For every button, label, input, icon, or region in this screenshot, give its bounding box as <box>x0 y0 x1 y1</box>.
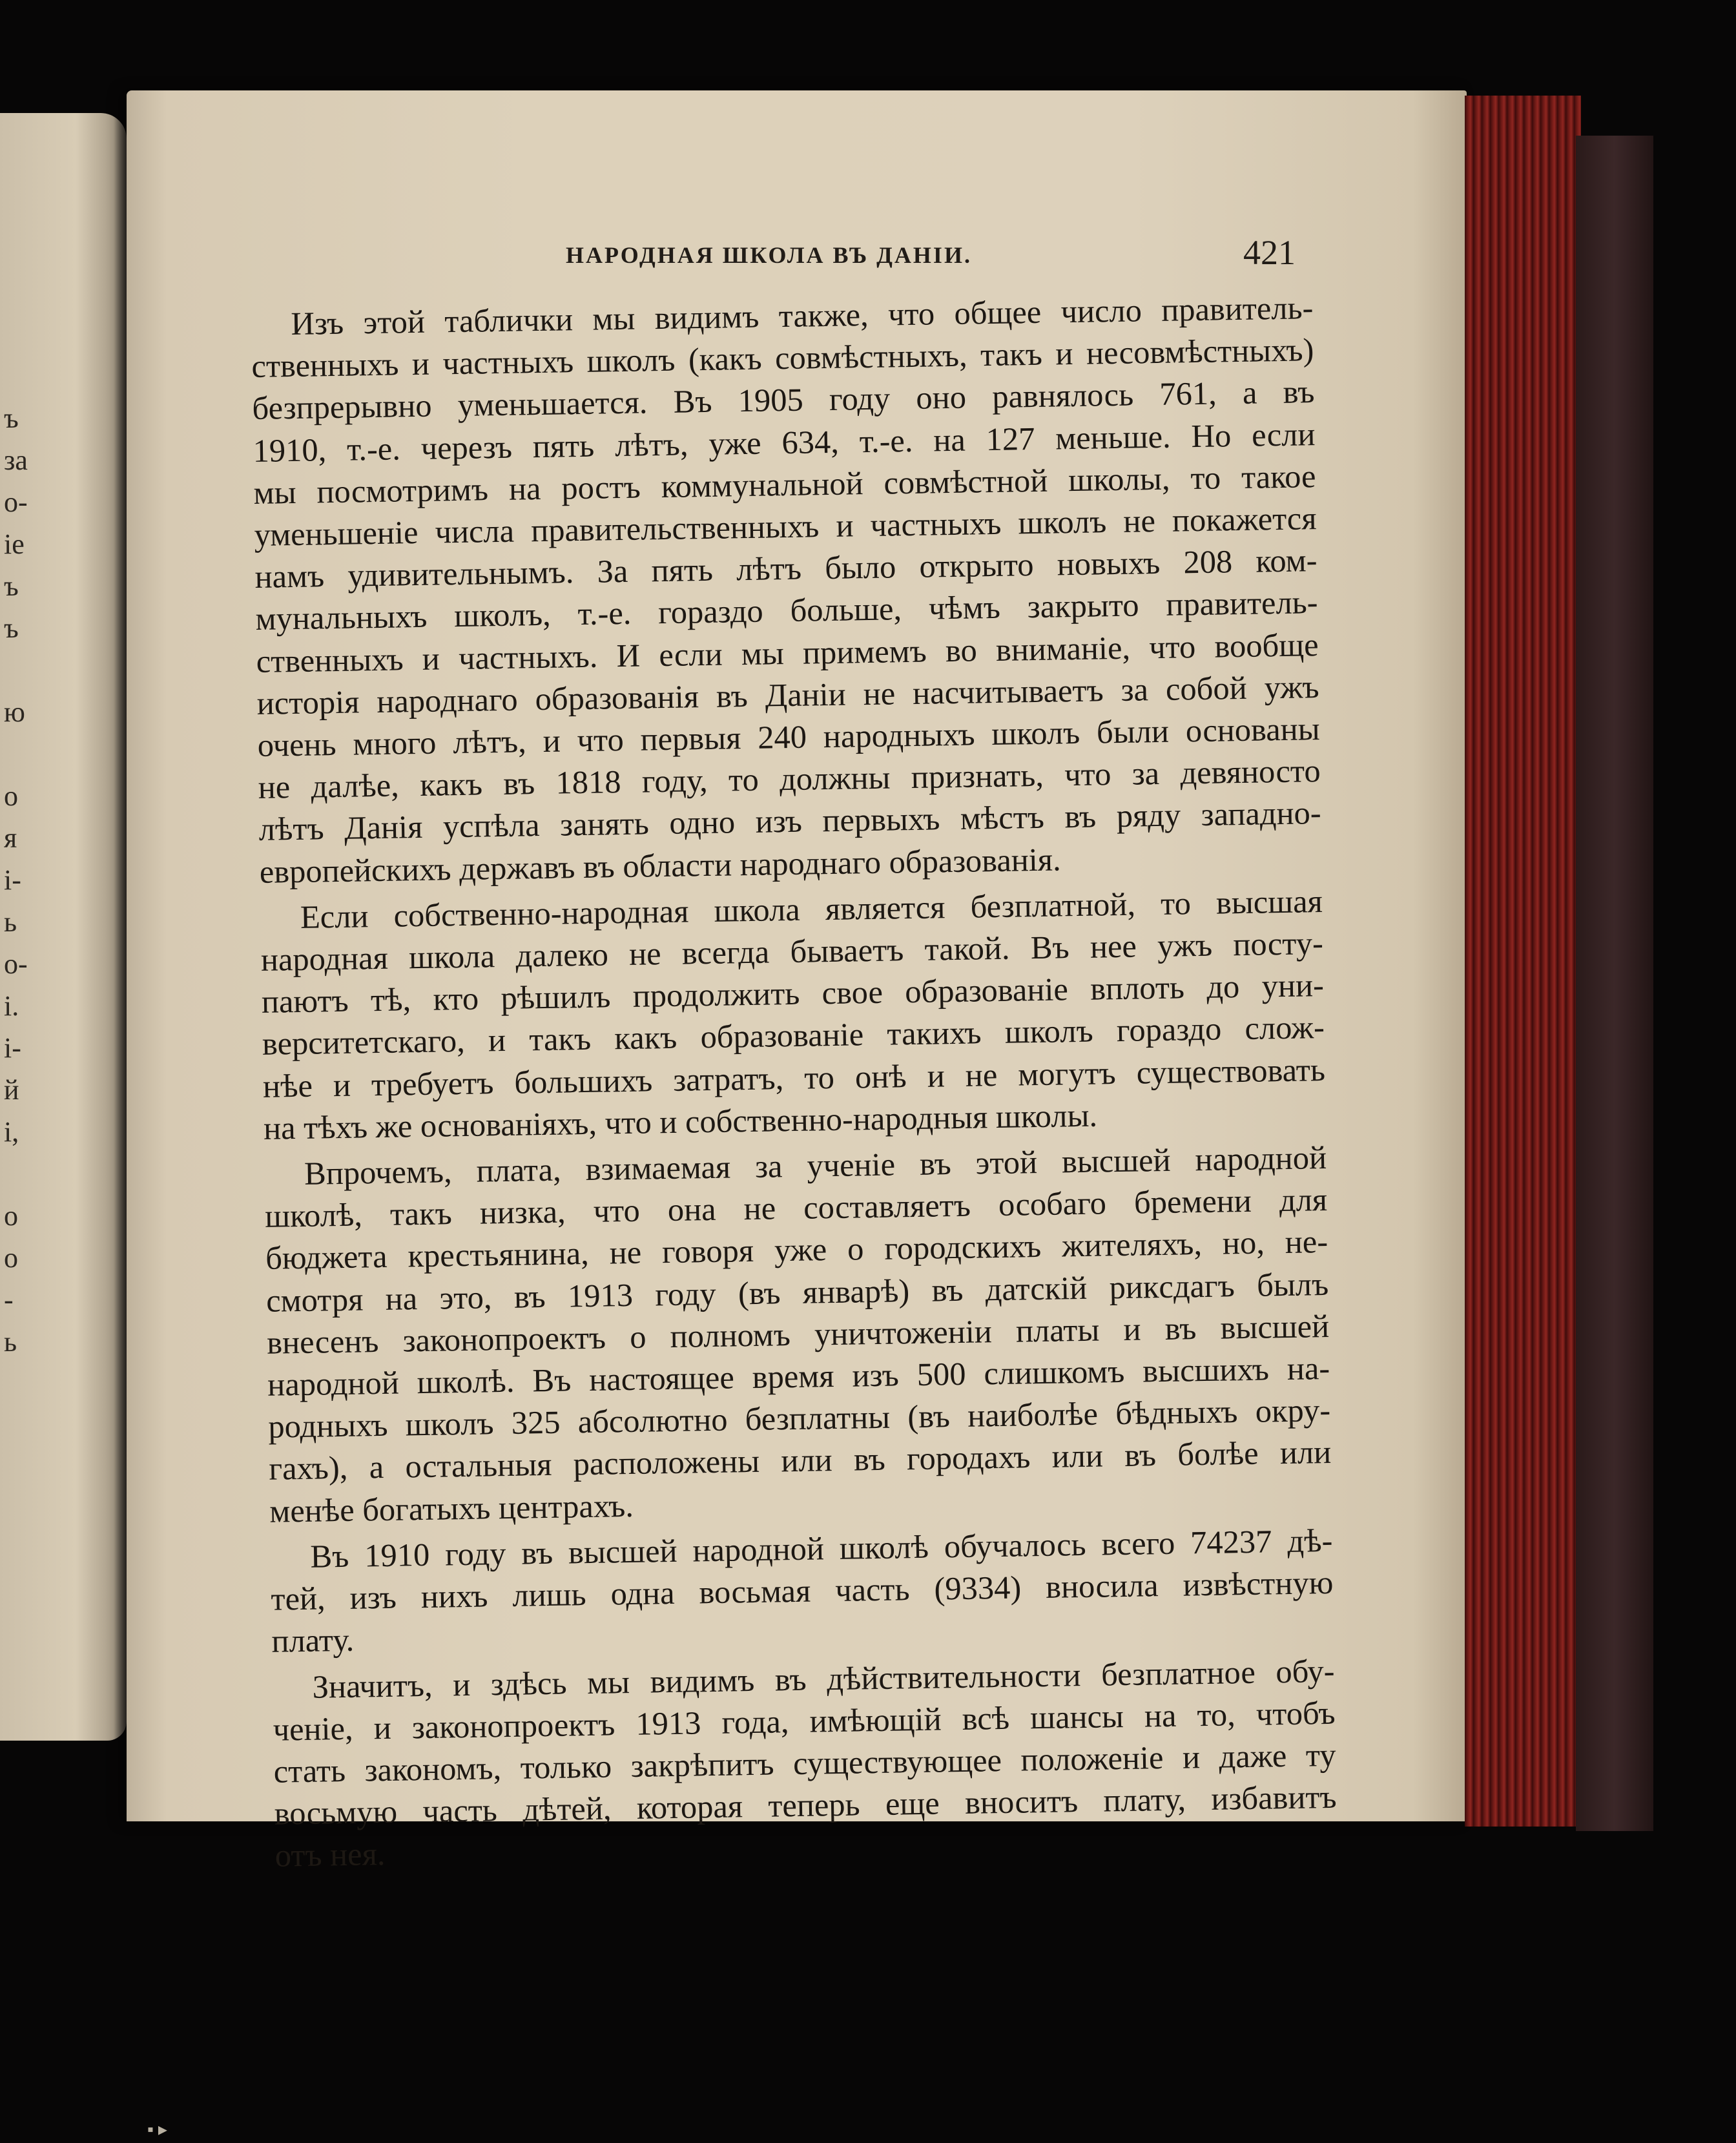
text-line: ственныхъ и частныхъ школъ (какъ совмѣстныхъ, такъ и несовмѣстныхъ) <box>251 331 1314 385</box>
left-page-fragment: й <box>4 1074 19 1106</box>
text-line: Впрочемъ, плата, взимаемая за ученіе въ этой высшей народной <box>304 1139 1327 1192</box>
text-line: тей, изъ нихъ лишь одна восьмая часть (9334) вносила извѣстную <box>271 1564 1334 1617</box>
left-page-fragment: і- <box>4 864 21 896</box>
left-page-fragment <box>4 733 43 775</box>
text-line: ственныхъ и частныхъ. И если мы примемъ во вниманіе, что вообще <box>256 626 1319 679</box>
left-page-fragment: ъ <box>4 570 19 602</box>
left-page-fragment: о <box>4 1200 18 1232</box>
left-page-fragment: і, <box>4 1116 19 1148</box>
left-page-fragment: і- <box>4 1032 21 1064</box>
left-page-fragment: і. <box>4 990 19 1022</box>
text-line: смотря на это, въ 1913 году (въ январѣ) въ датскій рикcдагъ былъ <box>265 1265 1329 1319</box>
left-page-text-fragments <box>4 397 43 1363</box>
page-block-edge <box>1465 96 1581 1827</box>
text-line: нѣе и требуетъ большихъ затратъ, то онѣ и не могутъ существовать <box>262 1051 1326 1104</box>
left-page-fragment: я <box>4 822 17 854</box>
text-line: лѣтъ Данія успѣла занять одно изъ первыхъ мѣстъ въ ряду западно- <box>258 794 1322 848</box>
left-page-fragment: о <box>4 780 18 812</box>
text-line: верситетскаго, и такъ какъ образованіе такихъ школъ гораздо слож- <box>262 1009 1325 1062</box>
text-line: мунальныхъ школъ, т.-е. гораздо больше, чѣмъ закрыто правитель- <box>255 584 1318 637</box>
text-line: на тѣхъ же основаніяхъ, что и собственно-народныя школы. <box>263 1097 1098 1146</box>
left-page-fragment: о- <box>4 948 28 980</box>
running-title: НАРОДНАЯ ШКОЛА ВЪ ДАНІИ. <box>566 242 972 268</box>
text-line: Если собственно-народная школа является безплатной, то высшая <box>300 882 1323 935</box>
text-line: народная школа далеко не всегда бываетъ такой. Въ нее ужъ посту- <box>260 925 1324 978</box>
text-line: восьмую часть дѣтей, которая теперь еще вноситъ плату, избавитъ <box>274 1778 1337 1832</box>
text-line: мы посмотримъ на ростъ коммунальной совмѣстной школы, то такое <box>253 457 1316 511</box>
left-page-fragment <box>4 1153 43 1195</box>
text-line: очень много лѣтъ, и что первыя 240 народныхъ школъ были основаны <box>257 710 1320 763</box>
text-line: европейскихъ державъ въ области народнаго образованія. <box>259 841 1062 890</box>
left-page-fragment: ю <box>4 696 25 728</box>
text-line: намъ удивительнымъ. За пять лѣтъ было открыто новыхъ 208 ком- <box>254 542 1318 595</box>
page-header <box>566 233 1296 284</box>
text-line: плату. <box>271 1622 355 1660</box>
paragraph <box>251 287 1322 893</box>
dust-speck: ▪ ▸ <box>147 2120 167 2140</box>
left-page-fragment: ъ <box>4 402 19 434</box>
text-line: бюджета крестьянина, не говоря уже о городскихъ жителяхъ, но, не- <box>265 1223 1328 1277</box>
text-line: Значитъ, и здѣсь мы видимъ въ дѣйствительности безплатное обу- <box>312 1652 1335 1705</box>
left-page-fragment: іе <box>4 528 25 560</box>
left-page <box>0 113 127 1741</box>
text-line: Изъ этой таблички мы видимъ также, что общее число правитель- <box>291 289 1314 342</box>
left-page-fragment: за <box>4 444 28 476</box>
text-line: гахъ), а остальныя расположены или въ городахъ или въ болѣе или <box>268 1434 1332 1487</box>
text-line: школѣ, такъ низка, что она не составляетъ особаго бремени для <box>264 1181 1328 1235</box>
text-line: Въ 1910 году въ высшей народной школѣ обучалось всего 74237 дѣ- <box>310 1522 1333 1575</box>
book-cover <box>1576 136 1653 1831</box>
body-text <box>251 287 1338 1881</box>
text-line: внесенъ законопроектъ о полномъ уничтоженіи платы и въ высшей <box>266 1307 1330 1361</box>
text-line: исторія народнаго образованія въ Даніи не насчитываетъ за собой ужъ <box>256 668 1319 721</box>
text-line: стать закономъ, только закрѣпитъ существующее положеніе и даже ту <box>273 1736 1336 1790</box>
paragraph <box>264 1137 1332 1533</box>
left-page-fragment: ь <box>4 1326 17 1358</box>
left-page-fragment: - <box>4 1284 14 1316</box>
text-line: не далѣе, какъ въ 1818 году, то должны признать, что за девяносто <box>258 752 1321 806</box>
text-line: ченіе, и законопроектъ 1913 года, имѣющій всѣ шансы на то, чтобъ <box>273 1694 1336 1748</box>
text-line: 1910, т.-е. черезъ пять лѣтъ, уже 634, т.-е. на 127 меньше. Но если <box>253 415 1316 469</box>
left-page-fragment: ъ <box>4 612 19 644</box>
page-number: 421 <box>1243 233 1296 272</box>
left-page-fragment: ь <box>4 906 17 938</box>
text-line: уменьшеніе числа правительственныхъ и частныхъ школъ не покажется <box>254 500 1317 553</box>
text-line: паютъ тѣ, кто рѣшилъ продолжить свое образованіе вплоть до уни- <box>261 967 1325 1020</box>
left-page-fragment <box>4 649 43 691</box>
text-line: народной школѣ. Въ настоящее время изъ 500 слишкомъ высшихъ на- <box>267 1350 1330 1403</box>
paragraph <box>270 1520 1334 1662</box>
text-line: отъ нея. <box>274 1836 386 1874</box>
paragraph <box>260 880 1326 1150</box>
paragraph <box>272 1650 1338 1877</box>
left-page-fragment: о <box>4 1242 18 1274</box>
left-page-fragment: о- <box>4 486 28 518</box>
text-line: безпрерывно уменьшается. Въ 1905 году оно равнялось 761, а въ <box>252 373 1315 427</box>
text-line: родныхъ школъ 325 абсолютно безплатны (въ наиболѣе бѣдныхъ окру- <box>267 1392 1331 1445</box>
text-line: менѣе богатыхъ центрахъ. <box>269 1487 634 1529</box>
